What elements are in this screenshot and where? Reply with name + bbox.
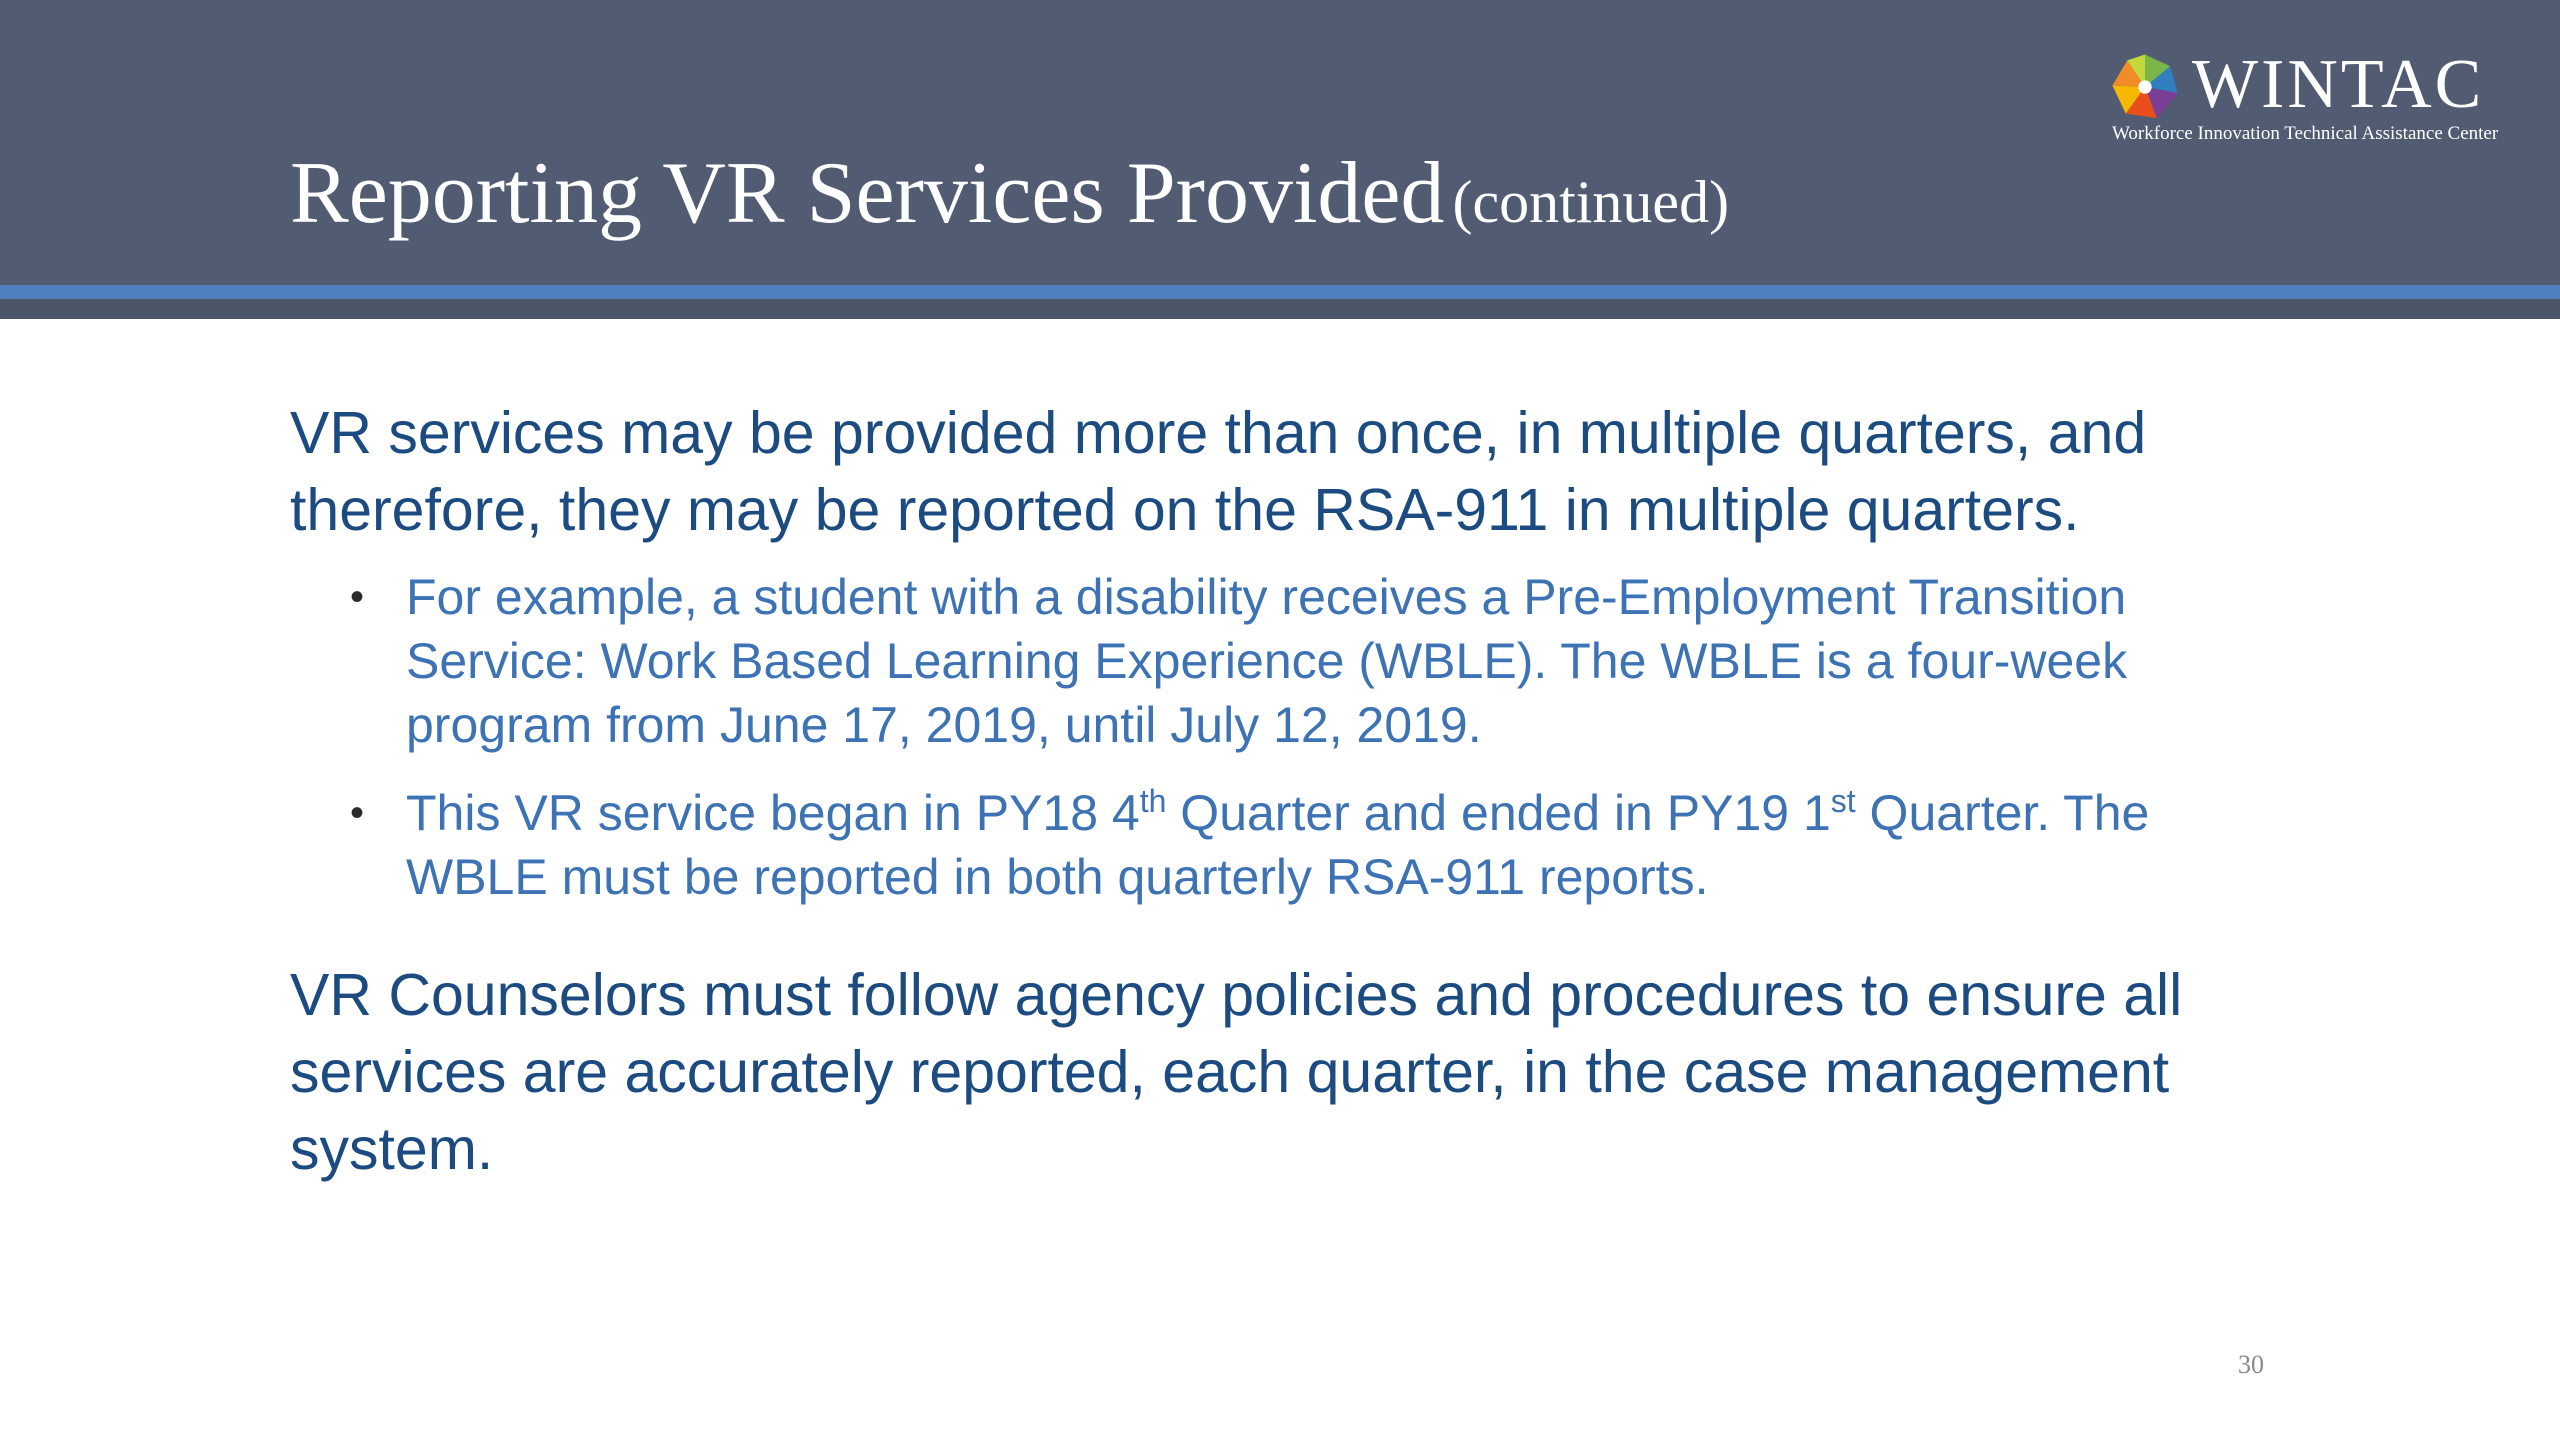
slide-header [0,0,2560,285]
wintac-logo [2108,44,2528,154]
body-paragraph-2: VR Counselors must follow agency policies and procedures to ensure all services are accurately reported, each quarter, in the case management system. [290,962,2183,1182]
superscript-th: th [1139,783,1167,819]
bullet-text-part-3: Quarter. The WBLE must be reported in both quarterly RSA-911 reports. [406,785,2150,905]
bullet-item-quarters [290,781,2290,909]
slide-title-main: Reporting VR Services Provided [290,145,1445,242]
slide-body [290,395,2290,1188]
bullet-list [290,565,2290,909]
header-divider [0,299,2560,319]
bullet-glyph: • [350,791,365,835]
logo-wordmark: WINTAC [2192,46,2485,123]
bullet-text-part-1: This VR service began in PY18 4 [406,785,1140,841]
page-number: 30 [2238,1350,2264,1379]
superscript-st: st [1830,783,1856,819]
bullet-text-part-2: Quarter and ended in PY19 1 [1166,785,1831,841]
bullet-glyph: • [350,575,365,619]
bullet-item-example [290,565,2290,757]
body-paragraph-1: VR services may be provided more than once, in multiple quarters, and therefore, they may be reported on the RSA-911 in multiple quarters. [290,400,2147,543]
slide-title [290,145,1730,242]
pinwheel-logo-icon [2108,50,2182,124]
header-accent-rule [0,285,2560,299]
logo-tagline: Workforce Innovation Technical Assistance Center [2112,123,2499,144]
slide-title-suffix: (continued) [1452,169,1730,235]
bullet-text: For example, a student with a disability receives a Pre-Employment Transition Service: Work Based Learning Experience (WBLE). The WBLE is a four-week program from June 17, 2019, until July 12, 2019. [406,569,2128,753]
